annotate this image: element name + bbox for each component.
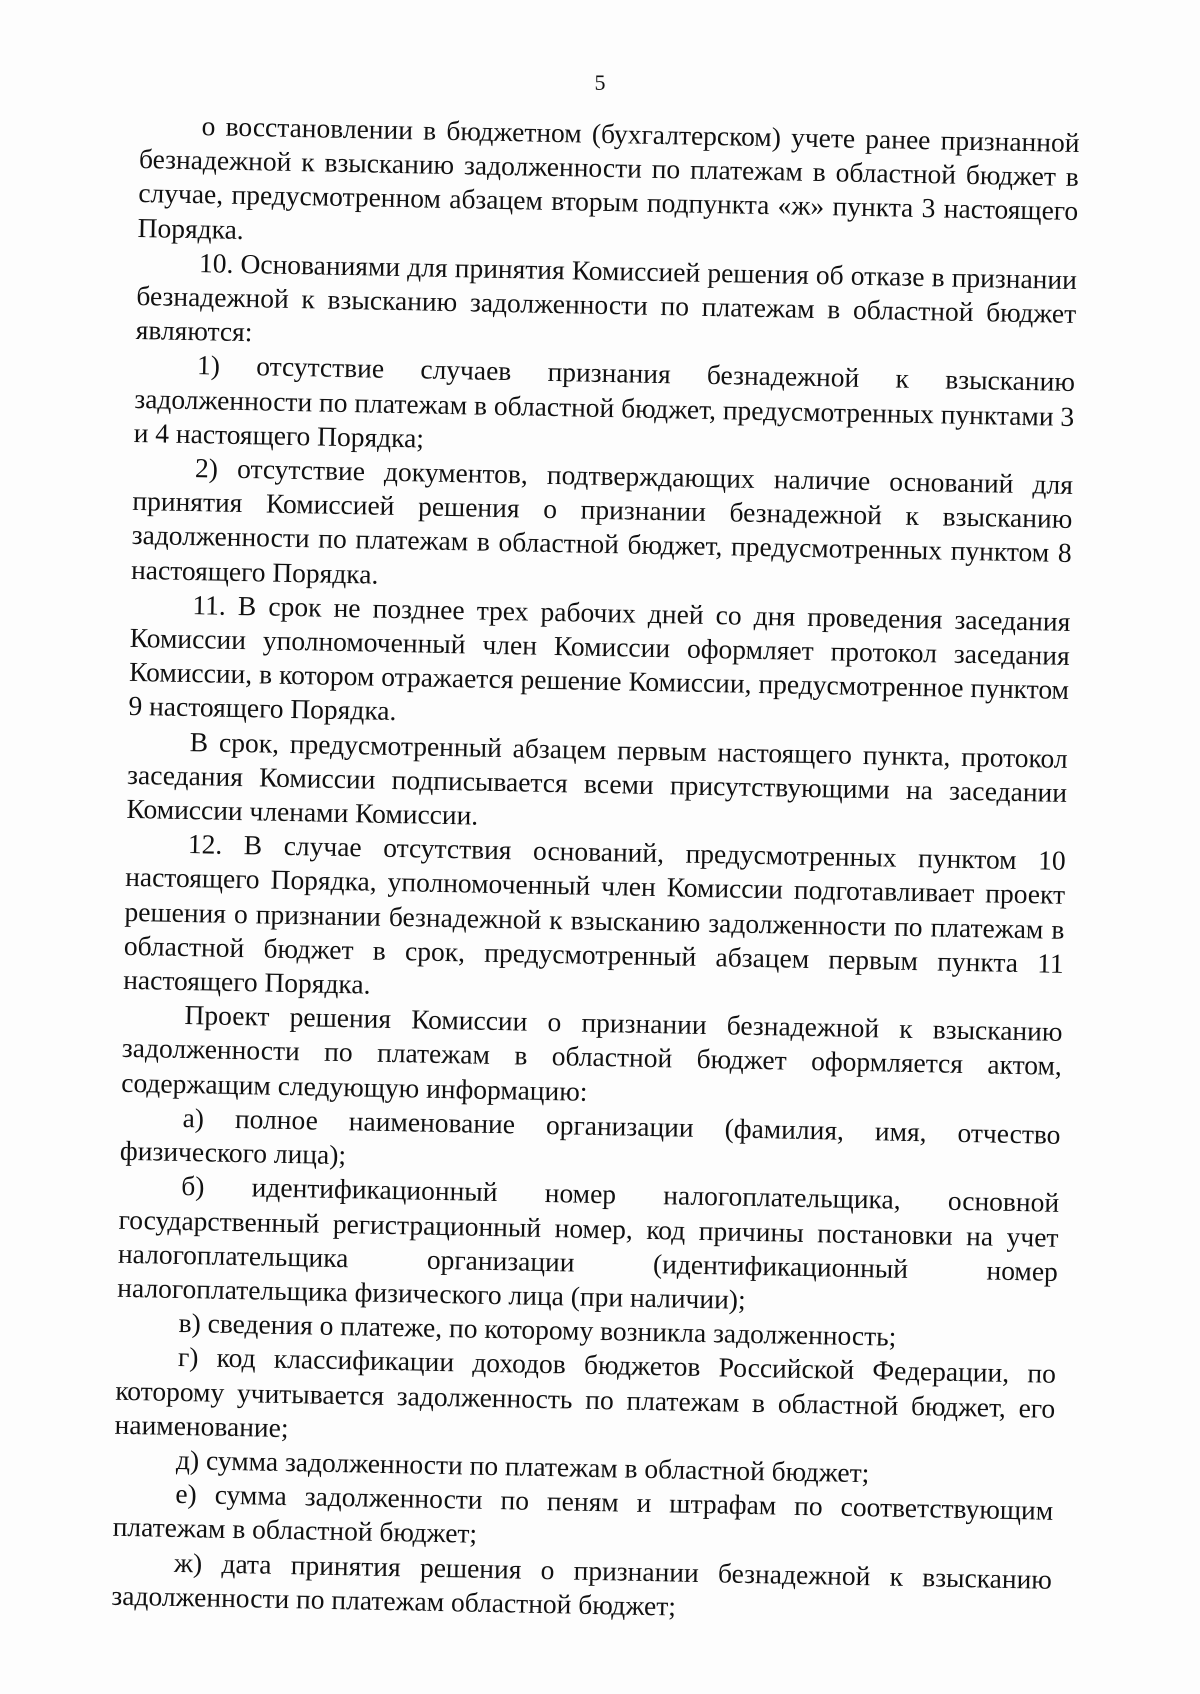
paragraph-12-item-b: б) идентификационный номер налогоплательщика, основной государственный регистрационный номер, код причины постановки на учет налогоплательщика организации (идентификационный номер налогоплательщика физического лица (при наличии); xyxy=(117,1170,1060,1315)
paragraph-12-item-v: в) сведения о платеже, по которому возникла задолженность; xyxy=(178,1307,897,1352)
paragraph-12-item-a: а) полное наименование организации (фамилия, имя, отчество физического лица); xyxy=(119,1101,1061,1171)
paragraph-10-item-1: 1) отсутствие случаев признания безнадежной к взысканию задолженности по платежам в областной бюджет, предусмотренных пунктами 3 и 4 настоящего Порядка; xyxy=(133,349,1076,454)
paragraph-12-item-zh: ж) дата принятия решения о признании безнадежной к взысканию задолженности по платежам областной бюджет; xyxy=(111,1546,1053,1622)
paragraph-12-second: Проект решения Комиссии о признании безнадежной к взысканию задолженности по платежам в областной бюджет оформляется актом, содержащим следующую информацию: xyxy=(121,999,1063,1107)
paragraph-11: 11. В срок не позднее трех рабочих дней со дня проведения заседания Комиссии уполномоченный член Комиссии оформляет протокол заседания Комиссии, в котором отражается решение Комиссии, предусмотренное пунктом 9 настоящего Порядка. xyxy=(128,588,1071,727)
paragraph-11-second: В срок, предусмотренный абзацем первым настоящего пункта, протокол заседания Комиссии подписывается всеми присутствующими на заседании Комиссии членами Комиссии. xyxy=(126,725,1068,831)
page-number: 5 xyxy=(594,70,606,95)
paragraph-12-item-e: е) сумма задолженности по пеням и штрафам по соответствующим платежам в областной бюджет; xyxy=(112,1478,1054,1550)
paragraph-10: 10. Основаниями для принятия Комиссией решения об отказе в признании безнадежной к взысканию задолженности по платежам в областной бюджет являются: xyxy=(135,246,1078,348)
document-body xyxy=(111,108,1080,1631)
paragraph-12: 12. В случае отсутствия оснований, предусмотренных пунктом 10 настоящего Порядка, уполномоченный член Комиссии подготавливает проект решения о признании безнадежной к взысканию задолженности по платежам в областной бюджет в срок, предусмотренный абзацем первым пункта 11 настоящего Порядка. xyxy=(122,828,1067,1000)
paragraph-10-item-2: 2) отсутствие документов, подтверждающих наличие оснований для принятия Комиссией решения о признании безнадежной к взысканию задолженности по платежам в областной бюджет, предусмотренных пунктом 8 настоящего Порядка. xyxy=(130,452,1074,590)
paragraph-12-item-d: д) сумма задолженности по платежам в областной бюджет; xyxy=(175,1443,870,1489)
paragraph-12-item-g: г) код классификации доходов бюджетов Российской Федерации, по которому учитывается задолженность по платежам в областной бюджет, его наименование; xyxy=(114,1341,1057,1443)
paragraph-continuation: о восстановлении в бюджетном (бухгалтерском) учете ранее признанной безнадежной к взысканию задолженности по платежам в областной бюджет в случае, предусмотренном абзацем вторым подпункта «ж» пункта 3 настоящего Порядка. xyxy=(137,110,1080,245)
